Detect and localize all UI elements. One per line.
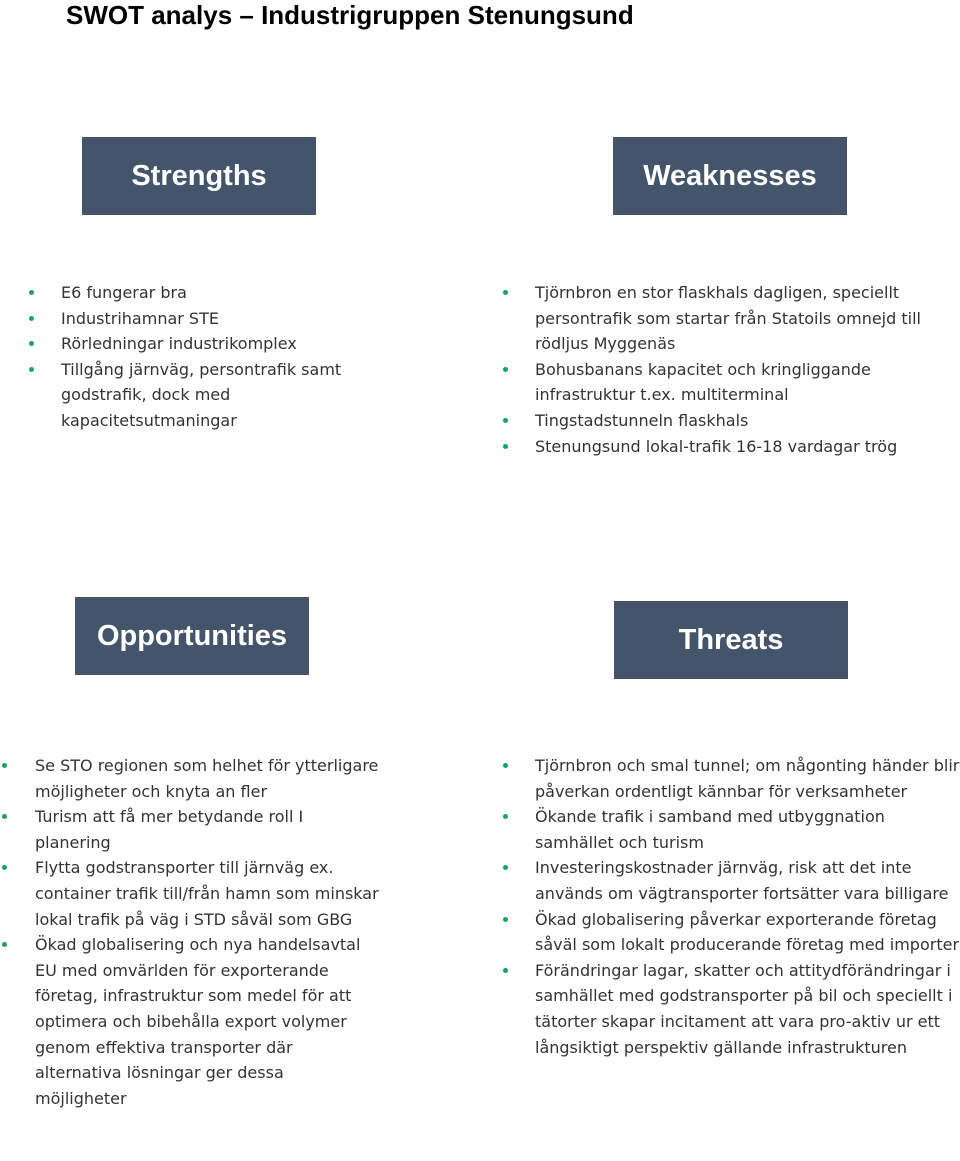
bullet-icon [503, 444, 508, 449]
bullet-icon [503, 290, 508, 295]
list-item [35, 932, 380, 1111]
list-item [61, 306, 381, 332]
list-item [61, 331, 381, 357]
bullet-icon [29, 316, 34, 321]
list-item-text: Se STO regionen som helhet för ytterligare möjligheter och knyta an fler [35, 756, 379, 801]
list-item-text: Tjörnbron och smal tunnel; om någonting händer blir påverkan ordentligt kännbar för verksamheter [535, 756, 960, 801]
list-item [35, 753, 380, 804]
strengths-heading: Strengths [82, 137, 316, 215]
list-item [35, 855, 380, 932]
bullet-icon [2, 814, 7, 819]
bullet-icon [503, 418, 508, 423]
list-item-text: Flytta godstransporter till järnväg ex. container trafik till/från hamn som minskar lokal trafik på väg i STD såväl som GBG [35, 858, 379, 929]
threats-heading: Threats [614, 601, 848, 679]
list-item-text: Industrihamnar STE [61, 308, 219, 328]
list-item-text: Investeringskostnader järnväg, risk att det inte används om vägtransporter fortsätter vara billigare [535, 858, 949, 903]
bullet-icon [503, 968, 508, 973]
list-item [535, 408, 950, 434]
bullet-icon [2, 865, 7, 870]
bullet-icon [29, 367, 34, 372]
bullet-icon [503, 367, 508, 372]
list-item [535, 855, 960, 906]
list-item [535, 907, 960, 958]
list-item [61, 280, 381, 306]
opportunities-heading: Opportunities [75, 597, 309, 675]
bullet-icon [29, 290, 34, 295]
opportunities-list [35, 753, 380, 1111]
bullet-icon [503, 763, 508, 768]
list-item-text: Tingstadstunneln flaskhals [535, 410, 749, 430]
list-item-text: Ökad globalisering påverkar exporterande företag såväl som lokalt producerande företag med importer [535, 909, 960, 955]
weaknesses-heading: Weaknesses [613, 137, 847, 215]
strengths-list [61, 280, 381, 434]
list-item-text: E6 fungerar bra [61, 283, 187, 302]
bullet-icon [503, 814, 508, 819]
bullet-icon [29, 341, 34, 346]
list-item [535, 804, 960, 855]
list-item-text: Ökad globalisering och nya handelsavtal EU med omvärlden för exporterande företag, infrastruktur som medel för att optimera och bibehålla export volymer genom effektiva transporter där alternativa lösningar ger dessa möjligheter [35, 935, 361, 1108]
list-item-text: Ökande trafik i samband med utbyggnation samhället och turism [535, 807, 885, 852]
list-item-text: Tillgång järnväg, persontrafik samt godstrafik, dock med kapacitetsutmaningar [61, 359, 342, 430]
list-item [535, 434, 950, 460]
page-title: SWOT analys – Industrigruppen Stenungsund [66, 0, 634, 30]
list-item-text: Stenungsund lokal-trafik 16-18 vardagar trög [535, 436, 898, 456]
list-item [535, 357, 950, 408]
list-item [35, 804, 380, 855]
bullet-icon [503, 917, 508, 922]
threats-list [535, 753, 960, 1060]
list-item [535, 280, 950, 357]
bullet-icon [2, 763, 7, 768]
list-item-text: Bohusbanans kapacitet och kringliggande infrastruktur t.ex. multiterminal [535, 359, 871, 405]
bullet-icon [503, 865, 508, 870]
list-item [535, 753, 960, 804]
list-item-text: Rörledningar industrikomplex [61, 334, 297, 354]
list-item-text: Tjörnbron en stor flaskhals dagligen, speciellt persontrafik som startar från Statoils omnejd till rödljus Myggenäs [535, 283, 921, 354]
list-item-text: Förändringar lagar, skatter och attitydförändringar i samhället med godstransporter på bil och speciellt i tätorter skapar incitament att vara pro-aktiv ur ett långsiktigt perspektiv gällande infrastrukturen [535, 960, 953, 1057]
weaknesses-list [535, 280, 950, 459]
bullet-icon [2, 942, 7, 947]
list-item [61, 357, 381, 434]
list-item-text: Turism att få mer betydande roll I planering [35, 807, 304, 852]
list-item [535, 958, 960, 1060]
